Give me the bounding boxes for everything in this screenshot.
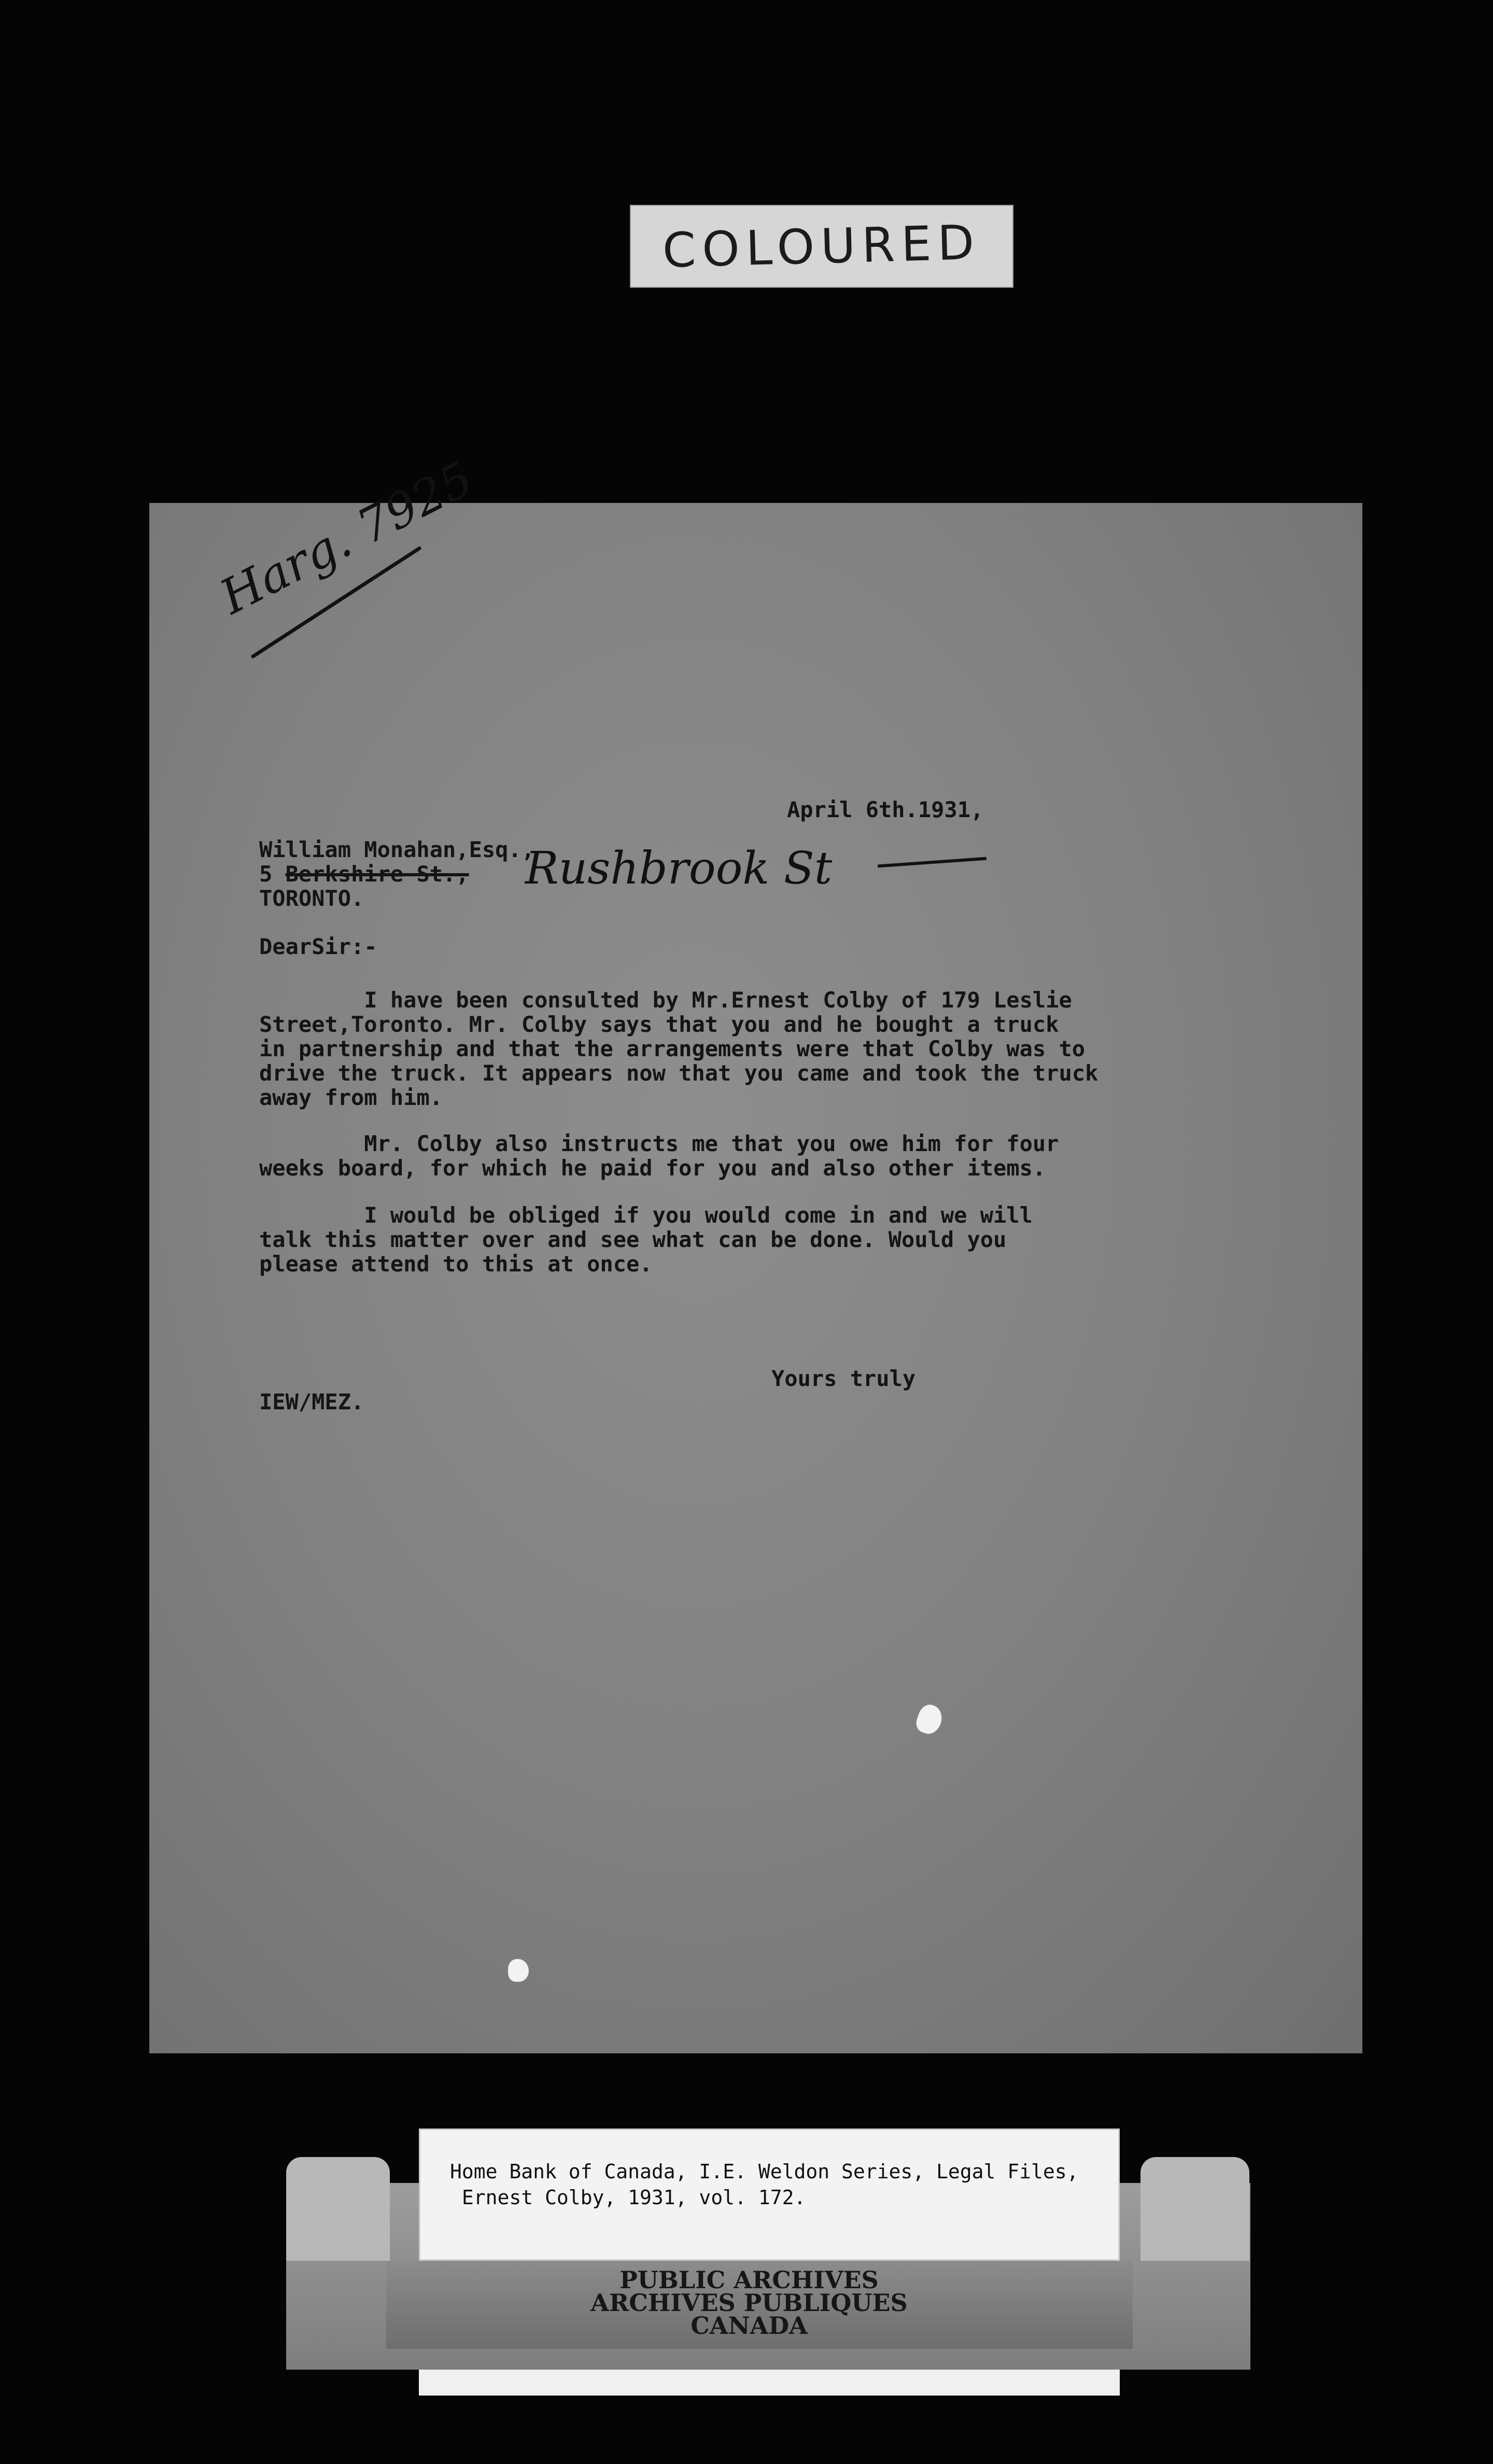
recipient-address-line <box>259 862 469 886</box>
recipient-city: TORONTO. <box>259 886 364 911</box>
stamp-line: PUBLIC ARCHIVES <box>619 2266 879 2294</box>
address-struck-street: Berkshire St., <box>285 861 469 887</box>
source-label-text: Home Bank of Canada, I.E. Weldon Series, Legal Files, Ernest Colby, 1931, vol. 172. <box>450 2160 1079 2209</box>
source-label <box>419 2129 1120 2261</box>
letter-closing: Yours truly <box>771 1366 916 1391</box>
typist-initials: IEW/MEZ. <box>259 1389 364 1415</box>
archive-strip-tab-left <box>286 2157 390 2261</box>
handwritten-address-correction: Rushbrook St <box>525 843 833 894</box>
handwritten-file-reference: Harg. 7925 <box>212 451 482 625</box>
address-number: 5 <box>259 861 273 887</box>
coloured-label <box>630 205 1013 288</box>
stamp-line: CANADA <box>691 2312 808 2340</box>
letter-paragraph-1: I have been consulted by Mr.Ernest Colby of 179 Leslie Street,Toronto. Mr. Colby says that you and he bought a truck in partnership and that the arrangements were that Colby was to drive the truck. It appears now that you came and took the truck away from him. <box>259 987 1098 1110</box>
letter-paragraph-2: Mr. Colby also instructs me that you owe him for four weeks board, for which he paid for you and also other items. <box>259 1131 1059 1181</box>
public-archives-stamp <box>534 2266 964 2344</box>
salutation: DearSir:- <box>259 934 377 959</box>
paper-blemish <box>913 1702 946 1737</box>
letter-page <box>149 451 1362 2053</box>
paper-blemish <box>508 1959 529 1982</box>
letter-date: April 6th.1931, <box>787 797 984 822</box>
coloured-label-text: COLOURED <box>662 214 981 278</box>
archive-strip-tab-right <box>1140 2157 1249 2261</box>
archive-strip-bottom-edge <box>419 2370 1120 2396</box>
recipient-name: William Monahan,Esq., <box>259 837 535 862</box>
handwritten-address-stroke <box>878 857 987 868</box>
letter-paragraph-3: I would be obliged if you would come in and we will talk this matter over and see what can be done. Would you please attend to this at once. <box>259 1202 1033 1277</box>
stamp-line: ARCHIVES PUBLIQUES <box>590 2289 908 2317</box>
